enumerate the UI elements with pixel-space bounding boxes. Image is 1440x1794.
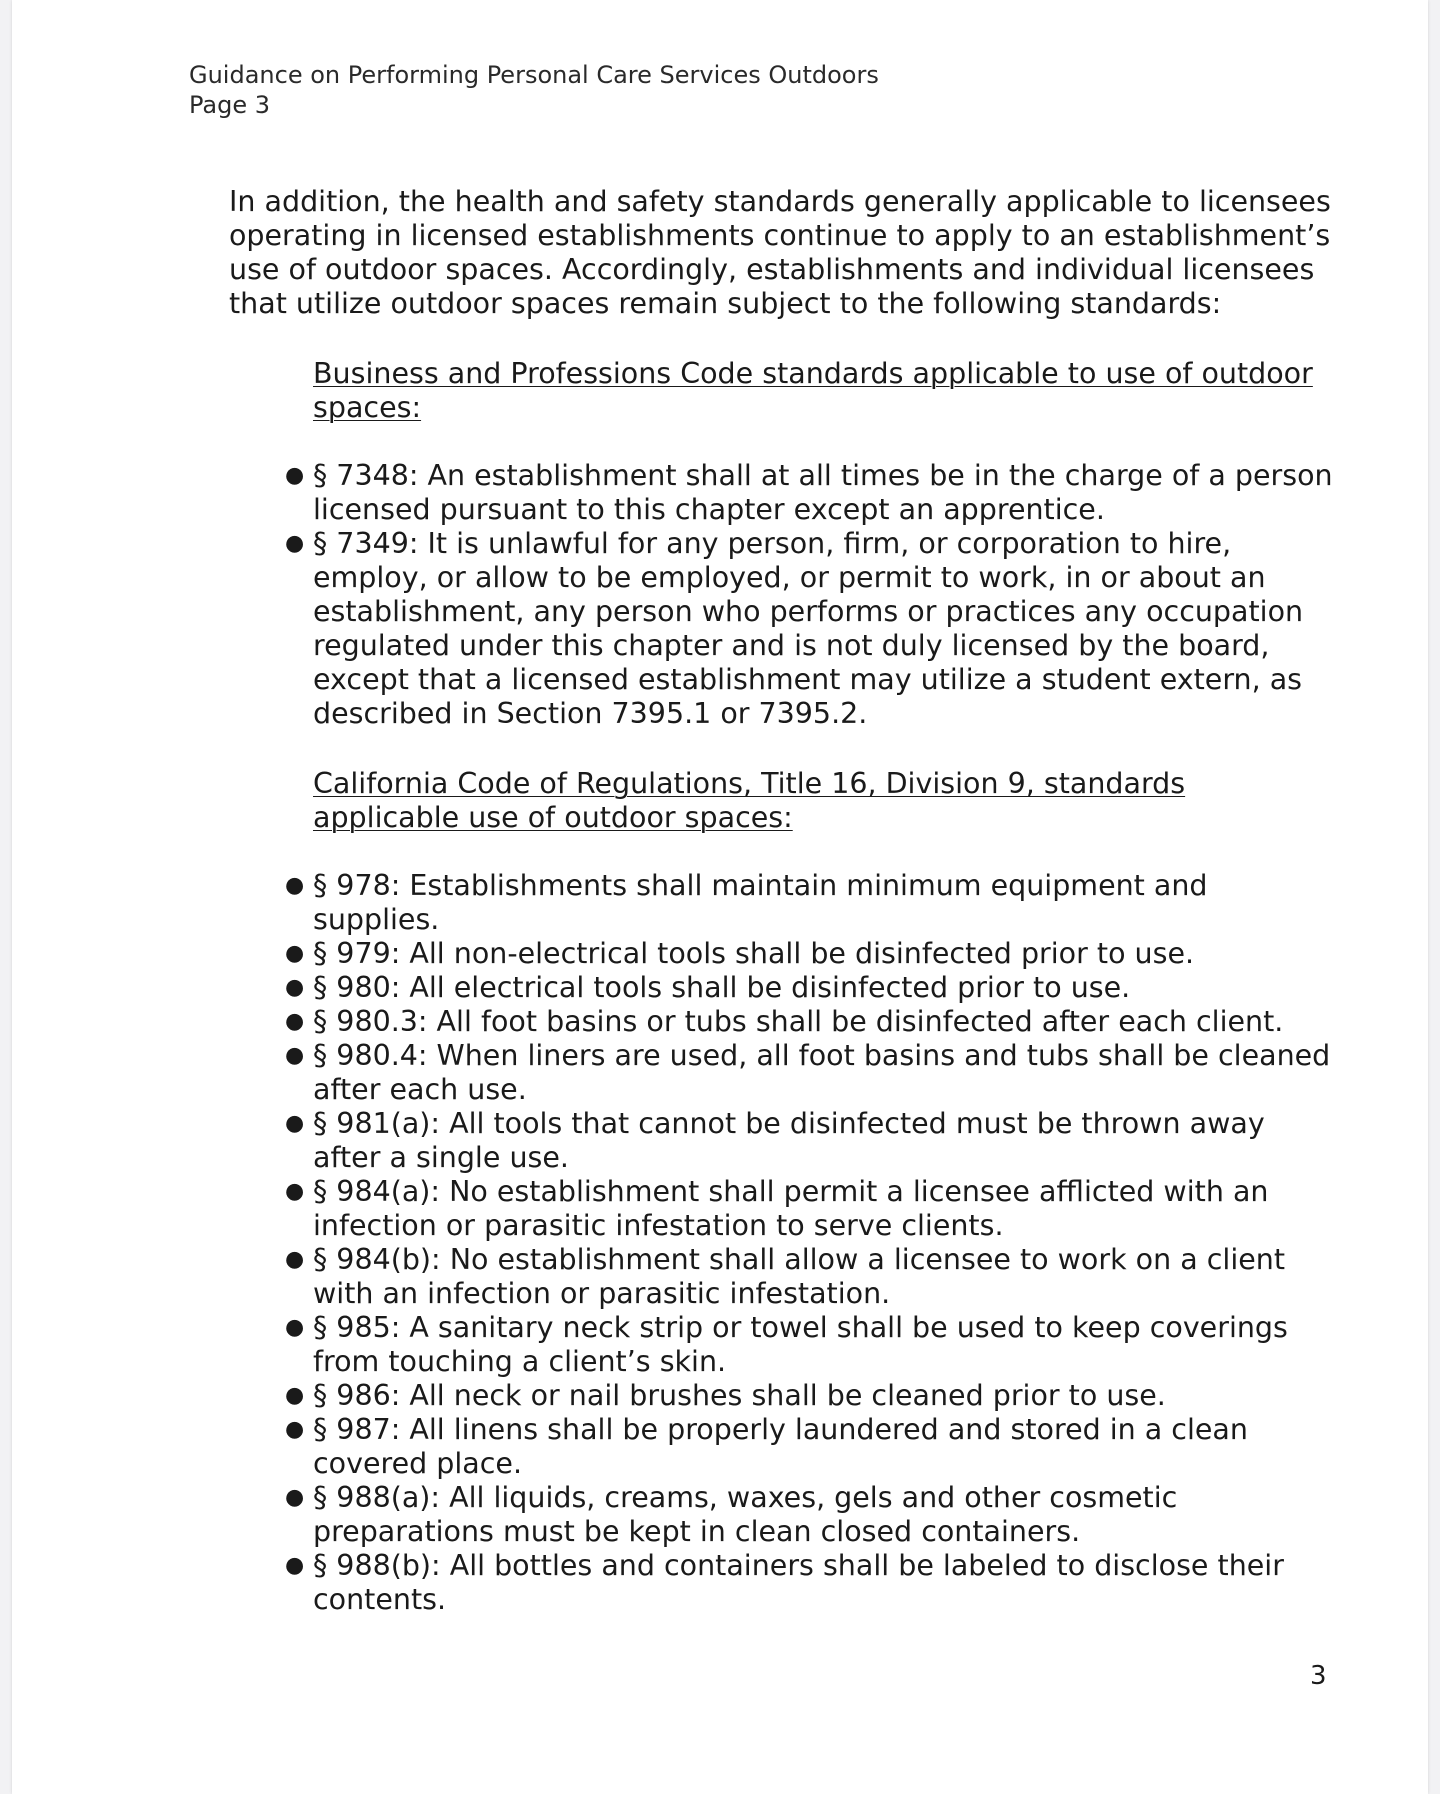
document-page <box>12 0 1428 1794</box>
bullet-icon: ● <box>285 531 305 556</box>
page-label: Page 3 <box>189 91 270 119</box>
bullet-icon: ● <box>285 1009 305 1034</box>
bullet-icon: ● <box>285 1315 305 1340</box>
list-item-text: § 985: A sanitary neck strip or towel shall be used to keep coverings from touching a client’s skin. <box>313 1311 1288 1378</box>
bullet-icon: ● <box>285 1553 305 1578</box>
list-item <box>229 1379 1339 1413</box>
bullet-icon: ● <box>285 975 305 1000</box>
list-item-text: § 988(b): All bottles and containers shall be labeled to disclose their contents. <box>313 1549 1284 1616</box>
list-item <box>229 1175 1339 1243</box>
ccr-standards-list <box>229 869 1339 1617</box>
list-item-text: § 981(a): All tools that cannot be disinfected must be thrown away after a single use. <box>313 1107 1265 1174</box>
list-item <box>229 527 1339 731</box>
document-body <box>229 185 1339 1617</box>
list-item <box>229 971 1339 1005</box>
list-item <box>229 1481 1339 1549</box>
bullet-icon: ● <box>285 1111 305 1136</box>
list-item-text: § 7349: It is unlawful for any person, firm, or corporation to hire, employ, or allow to be employed, or permit to work, in or about an establishment, any person who performs or practices any occupation regulated under this chapter and is not duly licensed by the board, except that a licensed establishment may utilize a student extern, as described in Section 7395.1 or 7395.2. <box>313 527 1304 730</box>
bullet-icon: ● <box>285 1485 305 1510</box>
list-item <box>229 869 1339 937</box>
page-number: 3 <box>1310 1661 1327 1691</box>
list-item <box>229 937 1339 971</box>
section-title-ccr: California Code of Regulations, Title 16, Division 9, standards applicable use of outdoor spaces: <box>313 767 1186 834</box>
bullet-icon: ● <box>285 941 305 966</box>
list-item-text: § 984(b): No establishment shall allow a licensee to work on a client with an infection or parasitic infestation. <box>313 1243 1286 1310</box>
bullet-icon: ● <box>285 1383 305 1408</box>
list-item-text: § 7348: An establishment shall at all times be in the charge of a person licensed pursuant to this chapter except an apprentice. <box>313 459 1333 526</box>
bullet-icon: ● <box>285 1179 305 1204</box>
list-item <box>229 1243 1339 1311</box>
list-item-text: § 978: Establishments shall maintain minimum equipment and supplies. <box>313 869 1208 936</box>
list-item <box>229 1039 1339 1107</box>
bullet-icon: ● <box>285 463 305 488</box>
intro-paragraph: In addition, the health and safety standards generally applicable to licensees operating in licensed establishments continue to apply to an establishment’s use of outdoor spaces. Accordingly, establishments and individual licensees that utilize outdoor spaces remain subject to the following standards: <box>229 185 1331 320</box>
list-item <box>229 1311 1339 1379</box>
list-item-text: § 987: All linens shall be properly laundered and stored in a clean covered place. <box>313 1413 1248 1480</box>
list-item <box>229 1107 1339 1175</box>
list-item <box>229 1413 1339 1481</box>
list-item-text: § 988(a): All liquids, creams, waxes, gels and other cosmetic preparations must be kept in clean closed containers. <box>313 1481 1178 1548</box>
list-item <box>229 1005 1339 1039</box>
bullet-icon: ● <box>285 1043 305 1068</box>
page-header <box>189 60 879 120</box>
document-title: Guidance on Performing Personal Care Services Outdoors <box>189 61 879 89</box>
list-item-text: § 984(a): No establishment shall permit a licensee afflicted with an infection or parasitic infestation to serve clients. <box>313 1175 1269 1242</box>
bullet-icon: ● <box>285 1417 305 1442</box>
bullet-icon: ● <box>285 1247 305 1272</box>
bullet-icon: ● <box>285 873 305 898</box>
list-item <box>229 459 1339 527</box>
bpc-standards-list <box>229 459 1339 731</box>
list-item-text: § 980: All electrical tools shall be disinfected prior to use. <box>313 971 1131 1004</box>
list-item-text: § 980.3: All foot basins or tubs shall be disinfected after each client. <box>313 1005 1284 1038</box>
list-item-text: § 980.4: When liners are used, all foot basins and tubs shall be cleaned after each use. <box>313 1039 1331 1106</box>
list-item-text: § 986: All neck or nail brushes shall be cleaned prior to use. <box>313 1379 1166 1412</box>
list-item-text: § 979: All non-electrical tools shall be disinfected prior to use. <box>313 937 1195 970</box>
section-title-bpc: Business and Professions Code standards applicable to use of outdoor spaces: <box>313 357 1313 424</box>
list-item <box>229 1549 1339 1617</box>
